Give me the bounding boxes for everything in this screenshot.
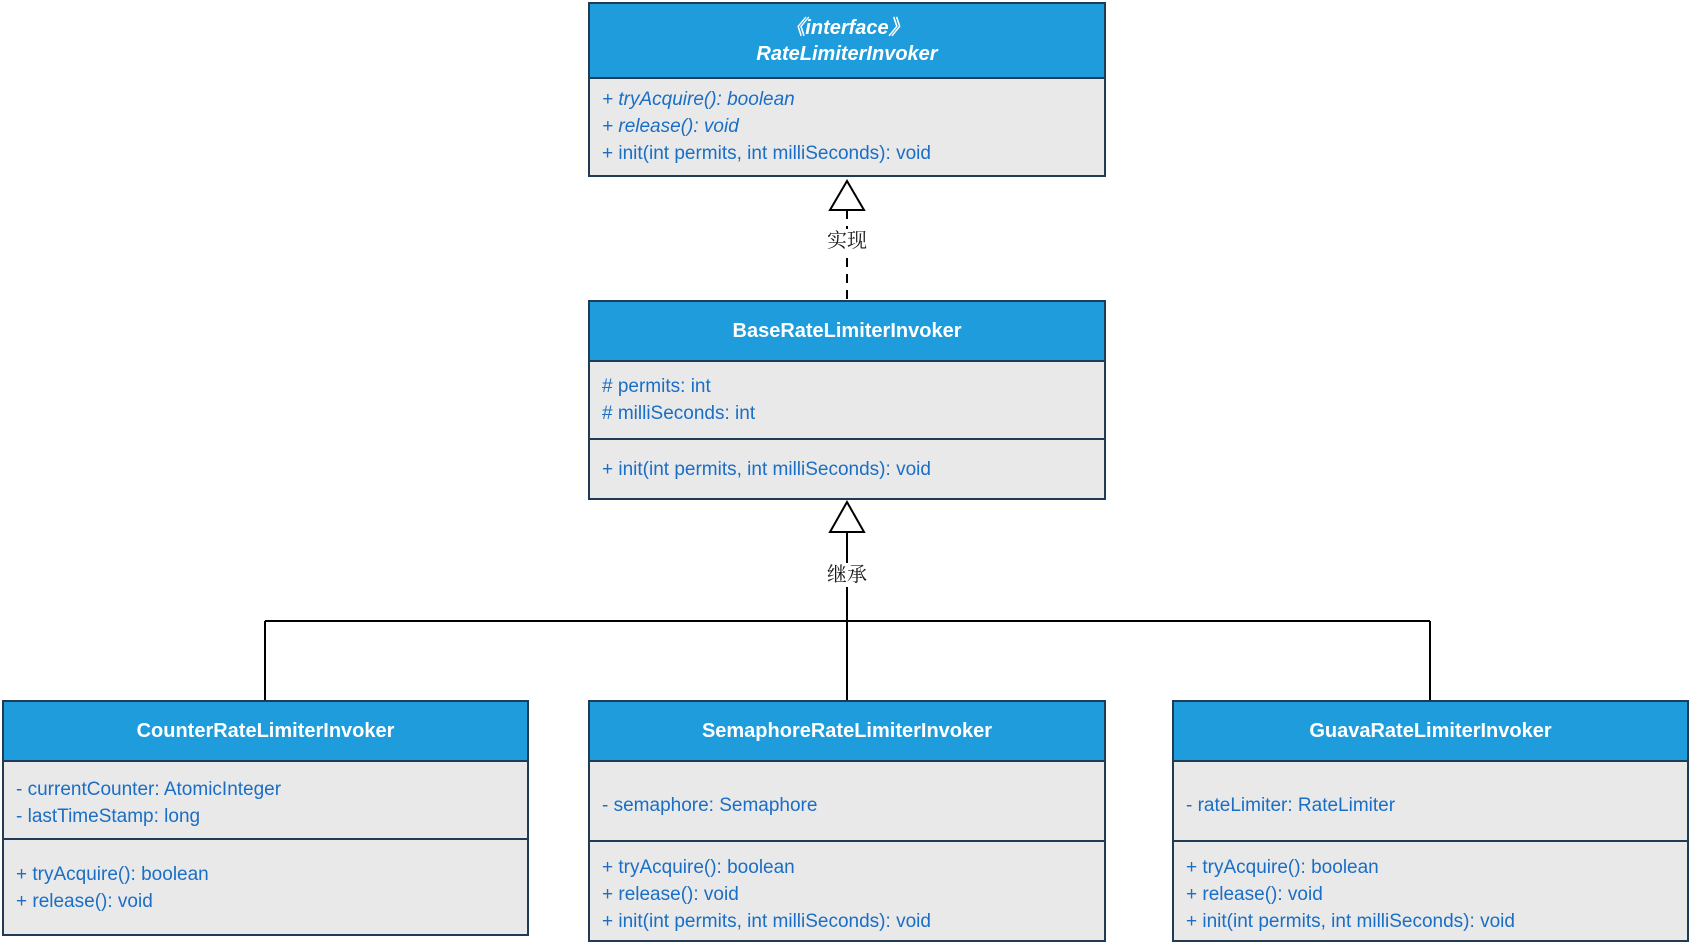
semaphore-attributes-section [590,762,1104,842]
method-item: + init(int permits, int milliSeconds): void [602,911,931,932]
generalization-label: 继承 [815,563,879,587]
interface-class-header [590,4,1104,79]
interface-class-box [588,2,1106,177]
semaphore-class-box [588,700,1106,942]
semaphore-methods-section [590,842,1104,940]
method-item: + tryAcquire(): boolean [602,89,795,110]
method-item: + init(int permits, int milliSeconds): void [602,459,931,480]
interface-methods-section [590,79,1104,175]
counter-class-header [4,702,527,762]
attribute-item: # permits: int [602,376,711,397]
counter-class-name: CounterRateLimiterInvoker [136,720,395,742]
method-item: + tryAcquire(): boolean [16,864,209,885]
base-methods-section [590,440,1104,498]
counter-methods-section [4,840,527,934]
method-item: + release(): void [1186,884,1323,905]
attribute-item: - currentCounter: AtomicInteger [16,779,282,800]
generalization-connector [265,502,1430,700]
method-item: + tryAcquire(): boolean [602,857,795,878]
counter-attributes-section [4,762,527,840]
semaphore-class-header [590,702,1104,762]
guava-methods-section [1174,842,1687,940]
base-class-name: BaseRateLimiterInvoker [732,320,962,342]
base-class-box [588,300,1106,500]
counter-class-box [2,700,529,936]
guava-attributes-section [1174,762,1687,842]
attribute-item: - lastTimeStamp: long [16,806,201,827]
hollow-triangle-arrowhead-icon [830,181,864,210]
attribute-item: - rateLimiter: RateLimiter [1186,795,1396,816]
base-attributes-section [590,362,1104,440]
method-item: + init(int permits, int milliSeconds): void [1186,911,1515,932]
guava-class-header [1174,702,1687,762]
attribute-item: - semaphore: Semaphore [602,795,818,816]
interface-stereotype: 《interface》 [785,16,909,39]
guava-class-name: GuavaRateLimiterInvoker [1309,720,1552,742]
attribute-item: # milliSeconds: int [602,403,756,424]
hollow-triangle-arrowhead-icon [830,502,864,532]
realization-label: 实现 [815,229,879,253]
method-item: + release(): void [602,116,739,137]
method-item: + init(int permits, int milliSeconds): void [602,143,931,164]
method-item: + release(): void [602,884,739,905]
guava-class-box [1172,700,1689,942]
method-item: + release(): void [16,891,153,912]
method-item: + tryAcquire(): boolean [1186,857,1379,878]
semaphore-class-name: SemaphoreRateLimiterInvoker [701,720,993,742]
base-class-header [590,302,1104,362]
interface-class-name: RateLimiterInvoker [756,42,938,65]
